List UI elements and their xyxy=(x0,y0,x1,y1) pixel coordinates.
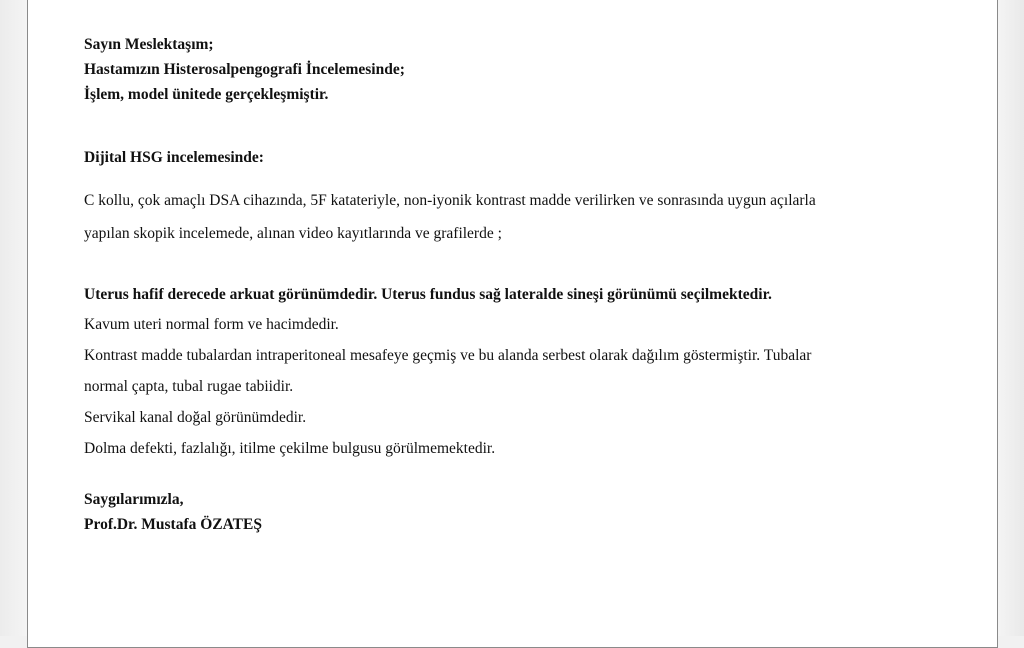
procedure-line-1: C kollu, çok amaçlı DSA cihazında, 5F katateriyle, non-iyonik kontrast madde verilirken ve sonrasında uygun açılarla xyxy=(84,192,816,209)
finding-line-2: Kontrast madde tubalardan intraperitoneal mesafeye geçmiş ve bu alanda serbest olarak dağılım göstermiştir. Tubalar xyxy=(84,347,812,364)
greeting-line-2: Hastamızın Histerosalpengografi İncelemesinde; xyxy=(84,61,405,78)
greeting-line-3: İşlem, model ünitede gerçekleşmiştir. xyxy=(84,86,329,103)
finding-line-3: normal çapta, tubal rugae tabiidir. xyxy=(84,378,294,395)
closing: Saygılarımızla, xyxy=(84,491,184,508)
finding-line-1: Kavum uteri normal form ve hacimdedir. xyxy=(84,316,339,333)
findings-summary: Uterus hafif derecede arkuat görünümdedir. Uterus fundus sağ lateralde sineşi görünümü seçilmektedir. xyxy=(84,286,772,303)
procedure-line-2: yapılan skopik incelemede, alınan video kayıtlarında ve grafilerde ; xyxy=(84,225,502,242)
left-margin-background xyxy=(0,0,27,636)
section-heading: Dijital HSG incelemesinde: xyxy=(84,149,264,166)
right-margin-background xyxy=(998,0,1024,636)
finding-line-4: Servikal kanal doğal görünümdedir. xyxy=(84,409,307,426)
finding-line-5: Dolma defekti, fazlalığı, itilme çekilme bulgusu görülmemektedir. xyxy=(84,440,496,457)
signature: Prof.Dr. Mustafa ÖZATEŞ xyxy=(84,516,262,533)
greeting-line-1: Sayın Meslektaşım; xyxy=(84,36,214,53)
